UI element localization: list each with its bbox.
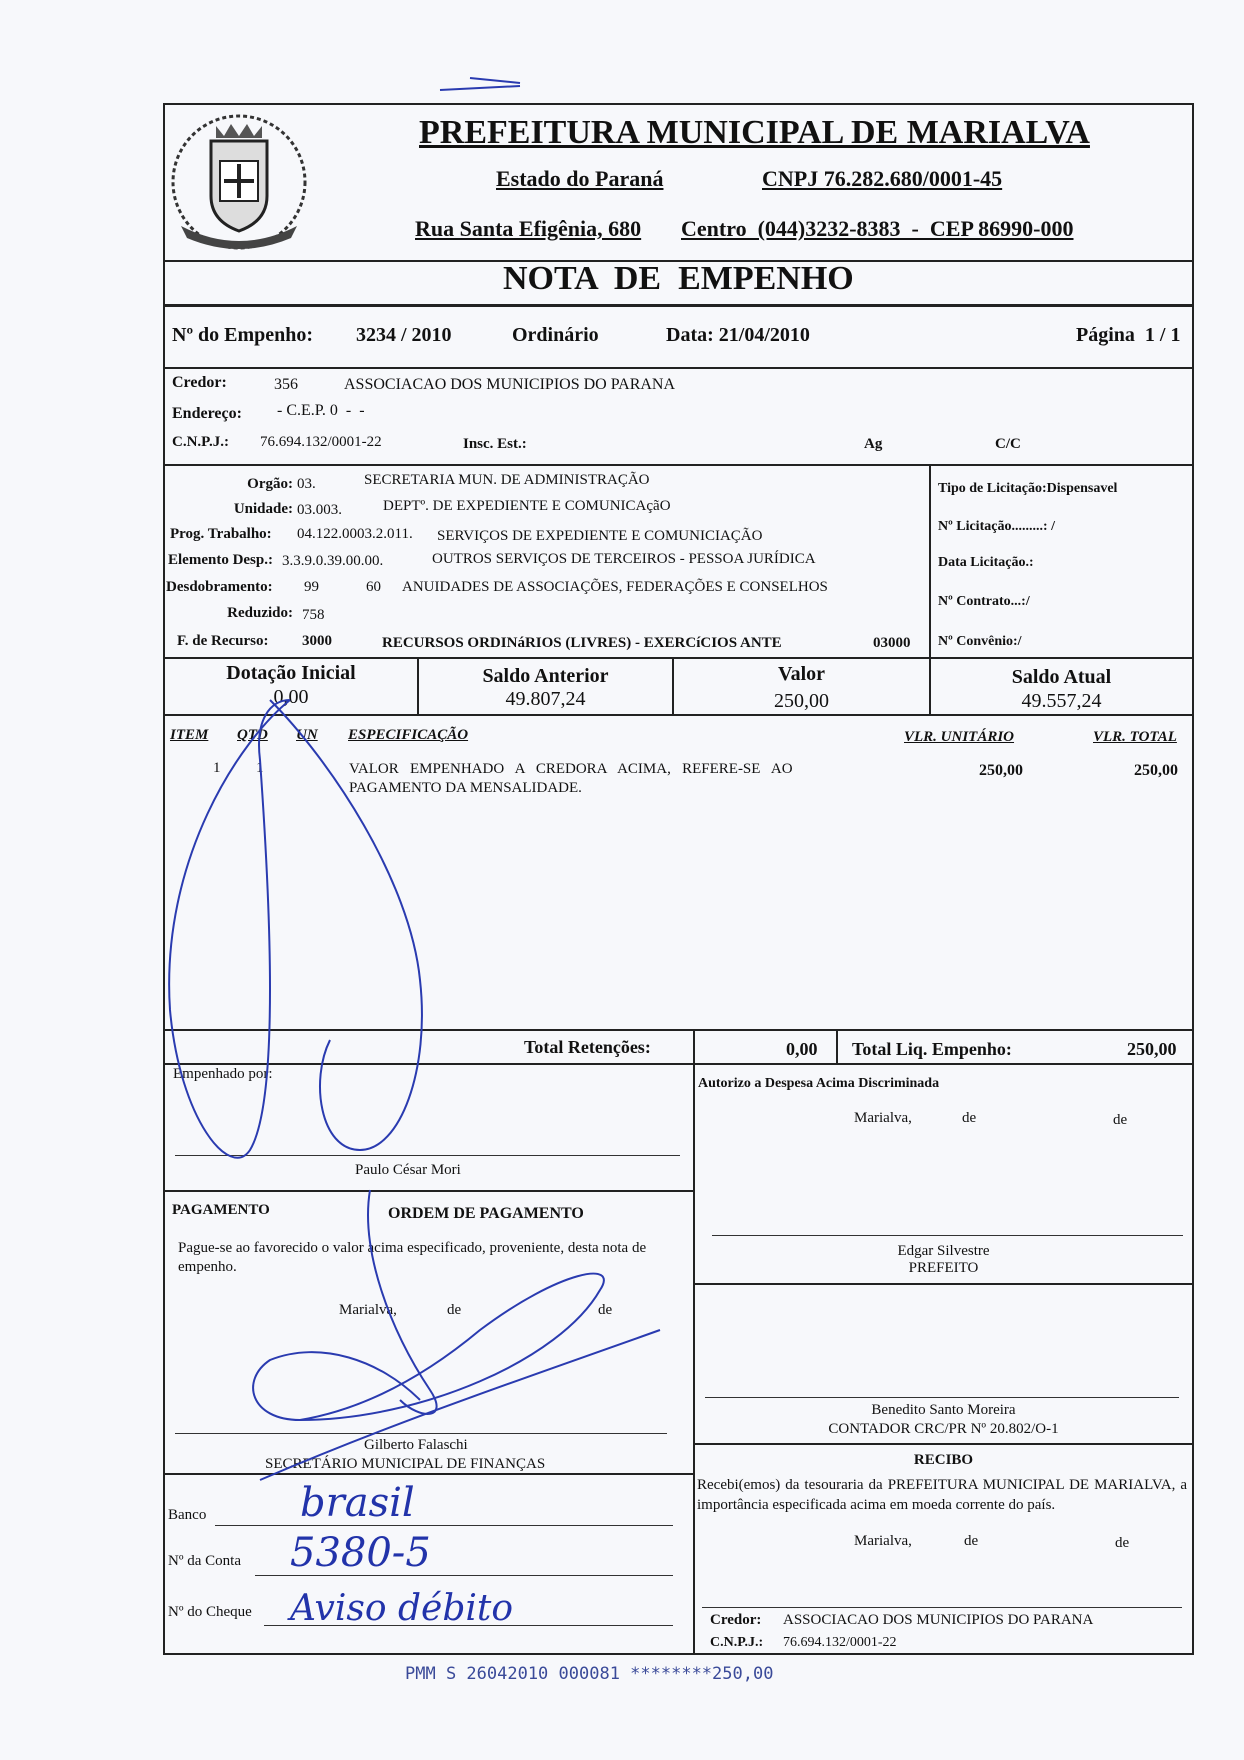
recibo-credor-label: Credor: <box>710 1612 762 1628</box>
pagamento-de-2: de <box>598 1302 613 1318</box>
totals-col-2 <box>836 1029 838 1063</box>
item-col-header: ITEM <box>170 727 209 743</box>
credor-name: ASSOCIACAO DOS MUNICIPIOS DO PARANA <box>344 376 676 393</box>
credor-signature-line <box>702 1607 1182 1608</box>
prog-code: 04.122.0003.2.011. <box>297 526 413 542</box>
banco-label: Banco <box>168 1507 207 1523</box>
un-col-header: UN <box>296 727 318 743</box>
prefeito-role: PREFEITO <box>908 1260 979 1276</box>
totals-bottom-line <box>163 1063 1194 1065</box>
valor-label: Valor <box>777 663 826 685</box>
contador-signature-line <box>705 1397 1179 1398</box>
state-label: Estado do Paraná <box>496 166 664 191</box>
page-number: Página 1 / 1 <box>1076 324 1181 346</box>
saldo-anterior-value: 49.807,24 <box>505 688 586 710</box>
numero-convenio: Nº Convênio:/ <box>938 634 1022 649</box>
recurso-code: 3000 <box>302 633 332 649</box>
qtd-col-header: QTD <box>237 727 268 743</box>
item-total-value: 250,00 <box>1134 762 1178 779</box>
item-unit-value: 250,00 <box>979 762 1023 779</box>
prefeitura-title: PREFEITURA MUNICIPAL DE MARIALVA <box>419 114 1090 151</box>
autorizo-section-end <box>693 1283 1194 1285</box>
liquido-value: 250,00 <box>1127 1039 1177 1059</box>
tipo-licitacao: Tipo de Licitação:Dispensavel <box>938 481 1118 496</box>
conta-label: Nº da Conta <box>168 1553 241 1569</box>
prog-label: Prog. Trabalho: <box>170 526 272 542</box>
orgao-label: Orgão: <box>247 476 293 492</box>
financas-name: Gilberto Falaschi <box>364 1437 468 1453</box>
saldos-divider <box>163 714 1194 716</box>
recibo-city: Marialva, <box>854 1533 912 1549</box>
cheque-label: Nº do Cheque <box>168 1604 252 1620</box>
desdobramento-sub: 60 <box>366 579 381 595</box>
recibo-de-2: de <box>1115 1535 1130 1551</box>
unidade-label: Unidade: <box>233 501 293 517</box>
contact-info: Centro (044)3232-8383 - CEP 86990-000 <box>681 216 1074 241</box>
recurso-name: RECURSOS ORDINáRIOS (LIVRES) - EXERCíCIOS ANTE <box>382 635 782 651</box>
empenho-type: Ordinário <box>512 324 599 346</box>
empenhado-section-end <box>163 1190 694 1192</box>
lower-center-divider <box>693 1063 695 1655</box>
item-qtd: 1 <box>256 760 264 776</box>
desdobramento-label: Desdobramento: <box>166 579 273 595</box>
recurso-suffix: 03000 <box>873 635 911 651</box>
desdobramento-code: 99 <box>304 579 319 595</box>
credor-label: Credor: <box>172 374 227 391</box>
credor-code: 356 <box>274 376 298 393</box>
financas-role: SECRETÁRIO MUNICIPAL DE FINANÇAS <box>265 1456 546 1472</box>
prog-name: SERVIÇOS DE EXPEDIENTE E COMUNICIAÇÃO <box>437 528 763 544</box>
banco-line <box>215 1525 673 1526</box>
autorizo-de-1: de <box>962 1110 977 1126</box>
classificacao-divider <box>163 657 1194 659</box>
autorizo-city: Marialva, <box>854 1110 912 1126</box>
street-address: Rua Santa Efigênia, 680 <box>415 216 642 241</box>
numero-licitacao: Nº Licitação.........: / <box>938 519 1055 534</box>
cheque-handwritten: Aviso débito <box>290 1588 514 1629</box>
elemento-label: Elemento Desp.: <box>168 552 273 568</box>
recibo-de-1: de <box>964 1533 979 1549</box>
orgao-code: 03. <box>297 476 316 492</box>
contador-section-end <box>693 1443 1194 1445</box>
unidade-code: 03.003. <box>297 502 342 518</box>
prefeito-name: Edgar Silvestre <box>897 1243 990 1259</box>
conta-handwritten: 5380-5 <box>290 1530 431 1576</box>
item-spec-line2: PAGAMENTO DA MENSALIDADE. <box>349 780 582 796</box>
financas-signature-line <box>175 1433 667 1434</box>
item-number: 1 <box>213 760 221 776</box>
pagamento-de-1: de <box>447 1302 462 1318</box>
retencoes-label: Total Retenções: <box>524 1037 651 1057</box>
contador-name: Benedito Santo Moreira <box>871 1402 1016 1418</box>
liquido-label: Total Liq. Empenho: <box>852 1039 1012 1059</box>
pagamento-label: PAGAMENTO <box>172 1202 270 1218</box>
address-label: Endereço: <box>172 405 242 422</box>
empenhado-signature-line <box>175 1155 680 1156</box>
recibo-cnpj: 76.694.132/0001-22 <box>783 1635 897 1650</box>
title-divider <box>163 304 1194 307</box>
recibo-label: RECIBO <box>913 1452 974 1468</box>
prefeitura-cnpj: CNPJ 76.282.680/0001-45 <box>762 166 1003 191</box>
empenhado-label: Empenhado por: <box>173 1066 273 1082</box>
credor-cnpj: 76.694.132/0001-22 <box>260 434 382 450</box>
cc-label: C/C <box>995 436 1021 452</box>
credor-cnpj-label: C.N.P.J.: <box>172 434 229 450</box>
saldo-atual-value: 49.557,24 <box>1021 690 1102 712</box>
banco-handwritten: brasil <box>300 1480 415 1526</box>
recurso-label: F. de Recurso: <box>177 633 269 649</box>
autorizo-label: Autorizo a Despesa Acima Discriminada <box>698 1076 940 1091</box>
empenho-number-label: Nº do Empenho: <box>172 324 314 346</box>
saldo-atual-label: Saldo Atual <box>1011 666 1112 688</box>
elemento-code: 3.3.9.0.39.00.00. <box>282 553 384 569</box>
orgao-name: SECRETARIA MUN. DE ADMINISTRAÇÃO <box>364 472 650 488</box>
unit-col-header: VLR. UNITÁRIO <box>904 729 1015 745</box>
address-value: - C.E.P. 0 - - <box>277 402 365 419</box>
item-spec-line1: VALOR EMPENHADO A CREDORA ACIMA, REFERE-SE AO <box>349 761 793 777</box>
insc-est-label: Insc. Est.: <box>463 436 527 452</box>
ordem-pagamento-label: ORDEM DE PAGAMENTO <box>388 1205 584 1222</box>
data-licitacao: Data Licitação.: <box>938 555 1034 570</box>
pagamento-text: Pague-se ao favorecido o valor acima especificado, proveniente, desta nota de empenho. <box>178 1240 647 1275</box>
totals-col-1 <box>693 1029 695 1063</box>
empenho-date: Data: 21/04/2010 <box>666 324 810 346</box>
elemento-name: OUTROS SERVIÇOS DE TERCEIROS - PESSOA JURÍDICA <box>432 551 816 567</box>
payment-stamp: PMM S 26042010 000081 ********250,00 <box>405 1664 774 1684</box>
pagamento-city: Marialva, <box>339 1302 397 1318</box>
autorizo-de-2: de <box>1113 1112 1128 1128</box>
espec-col-header: ESPECIFICAÇÃO <box>348 727 469 743</box>
empenho-divider <box>163 367 1194 369</box>
recibo-credor-name: ASSOCIACAO DOS MUNICIPIOS DO PARANA <box>783 1612 1094 1628</box>
recibo-cnpj-label: C.N.P.J.: <box>710 1635 764 1650</box>
credor-divider <box>163 464 1194 466</box>
financas-section-end <box>163 1473 694 1475</box>
municipal-coat-of-arms <box>166 106 312 258</box>
retencoes-value: 0,00 <box>786 1039 818 1059</box>
reduzido-label: Reduzido: <box>227 605 293 621</box>
numero-contrato: Nº Contrato...:/ <box>938 594 1030 609</box>
total-col-header: VLR. TOTAL <box>1093 729 1177 745</box>
licitacao-divider <box>929 464 931 657</box>
dotacao-value: 0,00 <box>273 686 309 708</box>
valor-value: 250,00 <box>774 690 829 712</box>
reduzido-code: 758 <box>302 607 325 623</box>
recibo-text: Recebi(emos) da tesouraria da PREFEITURA MUNICIPAL DE MARIALVA, a importância especificada acima em moeda corrente do país. <box>697 1477 1187 1513</box>
desdobramento-name: ANUIDADES DE ASSOCIAÇÕES, FEDERAÇÕES E CONSELHOS <box>402 579 828 595</box>
contador-role: CONTADOR CRC/PR Nº 20.802/O-1 <box>828 1421 1059 1437</box>
totals-top-line <box>163 1029 1194 1031</box>
document-title: NOTA DE EMPENHO <box>503 260 854 297</box>
saldo-anterior-label: Saldo Anterior <box>482 665 609 687</box>
ag-label: Ag <box>864 436 883 452</box>
empenho-number: 3234 / 2010 <box>356 324 452 346</box>
dotacao-label: Dotação Inicial <box>226 662 356 684</box>
empenhado-name: Paulo César Mori <box>355 1162 461 1178</box>
unidade-name: DEPTº. DE EXPEDIENTE E COMUNICAçãO <box>383 498 671 514</box>
prefeito-signature-line <box>712 1235 1183 1236</box>
